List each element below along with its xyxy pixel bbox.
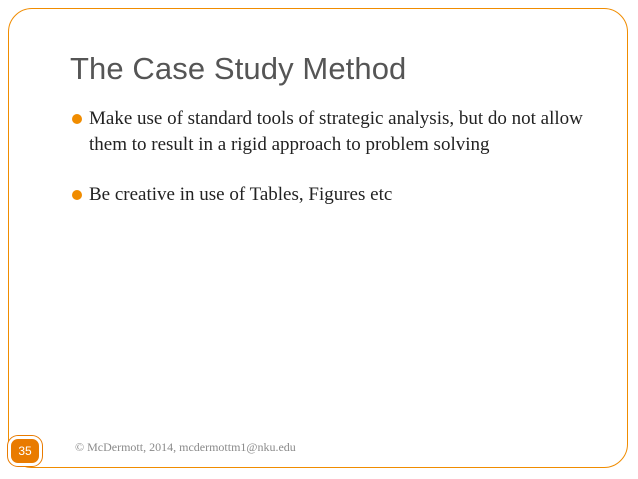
bullet-item: [72, 182, 602, 208]
page-number-badge: 35: [8, 436, 42, 466]
bullet-dot-icon: [72, 114, 82, 124]
bullet-text: Make use of standard tools of strategic analysis, but do not allow them to result in a rigid approach to problem solving: [89, 108, 583, 155]
footer-copyright: © McDermott, 2014, mcdermottm1@nku.edu: [75, 440, 296, 454]
bullet-item: [72, 106, 602, 158]
bullet-text: Be creative in use of Tables, Figures etc: [89, 184, 393, 205]
slide-title: The Case Study Method: [70, 51, 407, 86]
bullet-list: [72, 106, 602, 208]
bullet-dot-icon: [72, 190, 82, 200]
